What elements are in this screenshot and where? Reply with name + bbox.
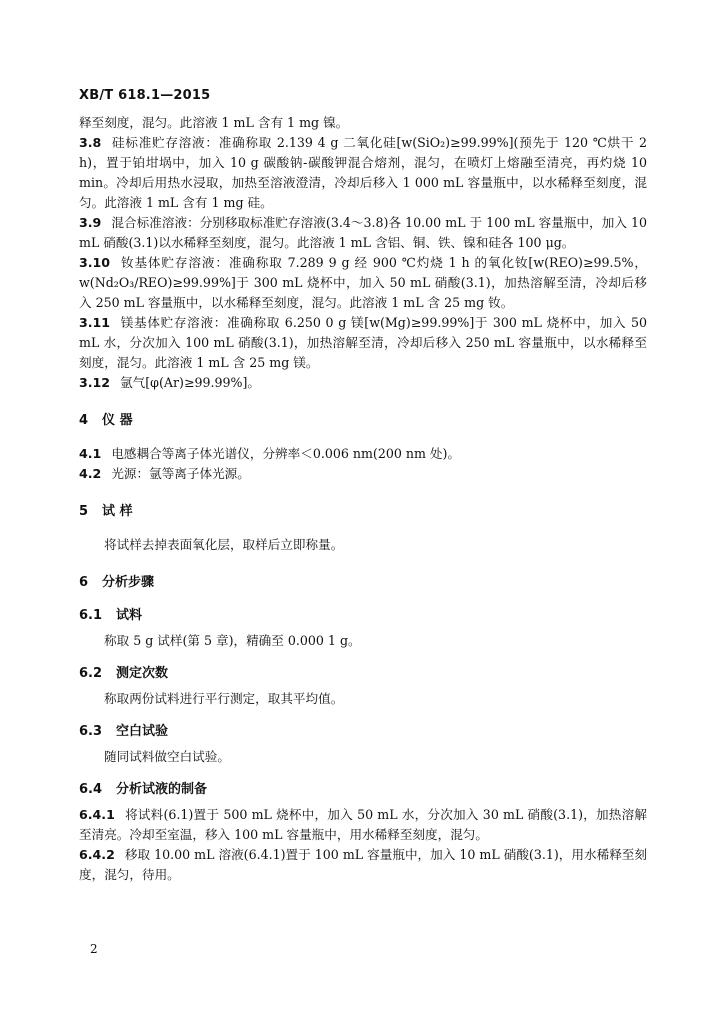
clause-3-11: [79, 313, 647, 373]
clause-3-12: [79, 373, 647, 393]
clause-6-4-2: [79, 845, 647, 885]
section-number: 6.3: [79, 724, 103, 739]
clause-number: 4.1: [79, 446, 102, 461]
clause-4-1: [79, 444, 647, 464]
continuation-text: 释至刻度，混匀。此溶液 1 mL 含有 1 mg 镍。: [79, 115, 349, 130]
section-title: 分析步骤: [102, 575, 155, 590]
section-title: 空白试验: [116, 724, 169, 739]
standard-code-header: XB/T 618.1—2015: [79, 88, 211, 103]
section-number: 6.2: [79, 666, 103, 681]
clause-text: 移取 10.00 mL 溶液(6.4.1)置于 100 mL 容量瓶中，加入 10 mL 硝酸(3.1)，用水稀释至刻度，混匀，待用。: [79, 847, 647, 882]
clause-number: 6.4.1: [79, 807, 115, 822]
subsection-6-2-text: 称取两份试料进行平行测定，取其平均值。: [104, 691, 344, 706]
section-title: 仪 器: [102, 413, 133, 428]
clause-number: 3.11: [79, 315, 111, 330]
clause-text: 电感耦合等离子体光谱仪，分辨率＜0.006 nm(200 nm 处)。: [111, 446, 461, 461]
section-number: 6.4: [79, 782, 103, 797]
clause-3-8: [79, 133, 647, 213]
clause-6-4-1: [79, 805, 647, 845]
section-5-heading: [79, 502, 647, 522]
section-number: 4: [79, 413, 89, 428]
subsection-6-1-text: 称取 5 g 试样(第 5 章)，精确至 0.000 1 g。: [104, 633, 361, 648]
clause-number: 3.12: [79, 375, 111, 390]
section-title: 分析试液的制备: [116, 782, 208, 797]
section-title: 试 样: [102, 504, 133, 519]
clause-number: 6.4.2: [79, 847, 115, 862]
subsection-6-2-heading: [79, 664, 647, 684]
subsection-6-3-text: 随同试料做空白试验。: [104, 749, 230, 764]
clause-text: 光源：氩等离子体光源。: [111, 466, 250, 481]
document-body: [79, 113, 647, 885]
clause-text: 硅标准贮存溶液：准确称取 2.139 4 g 二氧化硅[w(SiO₂)≥99.99%](预先于 120 ℃烘干 2 h)，置于铂坩埚中，加入 10 g 碳酸钠-碳酸钾混合熔剂，混匀，在喷灯上熔融至清亮，再灼烧 10 min。冷却后用热水浸取，加热至溶液澄清，冷却后移入 1 000 mL 容量瓶中，以水稀释至刻度，混匀。此溶液 1 mL 含有 1 mg 硅。: [79, 135, 647, 210]
subsection-6-4-heading: [79, 780, 647, 800]
clause-3-10: [79, 253, 647, 313]
clause-number: 4.2: [79, 466, 102, 481]
clause-3-9: [79, 213, 647, 253]
page-number: 2: [90, 942, 98, 956]
subsection-6-3-heading: [79, 722, 647, 742]
section-number: 5: [79, 504, 89, 519]
section-title: 测定次数: [116, 666, 169, 681]
clause-number: 3.9: [79, 215, 102, 230]
subsection-6-1-heading: [79, 606, 647, 626]
section-title: 试料: [116, 608, 143, 623]
clause-text: 钕基体贮存溶液：准确称取 7.289 9 g 经 900 ℃灼烧 1 h 的氧化钕[w(REO)≥99.5%，w(Nd₂O₃/REO)≥99.99%]于 300 mL 烧杯中，加入 50 mL 硝酸(3.1)，加热溶解至清，冷却后移入 250 mL 容量瓶中，以水稀释至刻度，混匀。此溶液 1 mL 含 25 mg 钕。: [79, 255, 647, 310]
clause-text: 镁基体贮存溶液：准确称取 6.250 0 g 镁[w(Mg)≥99.99%]于 300 mL 烧杯中，加入 50 mL 水，分次加入 100 mL 硝酸(3.1)，加热溶解至清，冷却后移入 250 mL 容量瓶中，以水稀释至刻度，混匀。此溶液 1 mL 含 25 mg 镁。: [79, 315, 647, 370]
clause-text: 混合标准溶液：分别移取标准贮存溶液(3.4～3.8)各 10.00 mL 于 100 mL 容量瓶中，加入 10 mL 硝酸(3.1)以水稀释至刻度，混匀。此溶液 1 mL 含铝、铜、铁、镍和硅各 100 μg。: [79, 215, 647, 250]
clause-4-2: [79, 464, 647, 484]
clause-text: 将试料(6.1)置于 500 mL 烧杯中，加入 50 mL 水，分次加入 30 mL 硝酸(3.1)，加热溶解至清亮。冷却至室温，移入 100 mL 容量瓶中，用水稀释至刻度，混匀。: [79, 807, 647, 842]
clause-number: 3.10: [79, 255, 111, 270]
section-number: 6: [79, 575, 89, 590]
section-5-text: 将试样去掉表面氧化层，取样后立即称量。: [104, 537, 344, 552]
clause-number: 3.8: [79, 135, 102, 150]
section-number: 6.1: [79, 608, 103, 623]
section-6-heading: [79, 573, 647, 593]
clause-text: 氩气[φ(Ar)≥99.99%]。: [120, 375, 261, 390]
section-4-heading: [79, 411, 647, 431]
